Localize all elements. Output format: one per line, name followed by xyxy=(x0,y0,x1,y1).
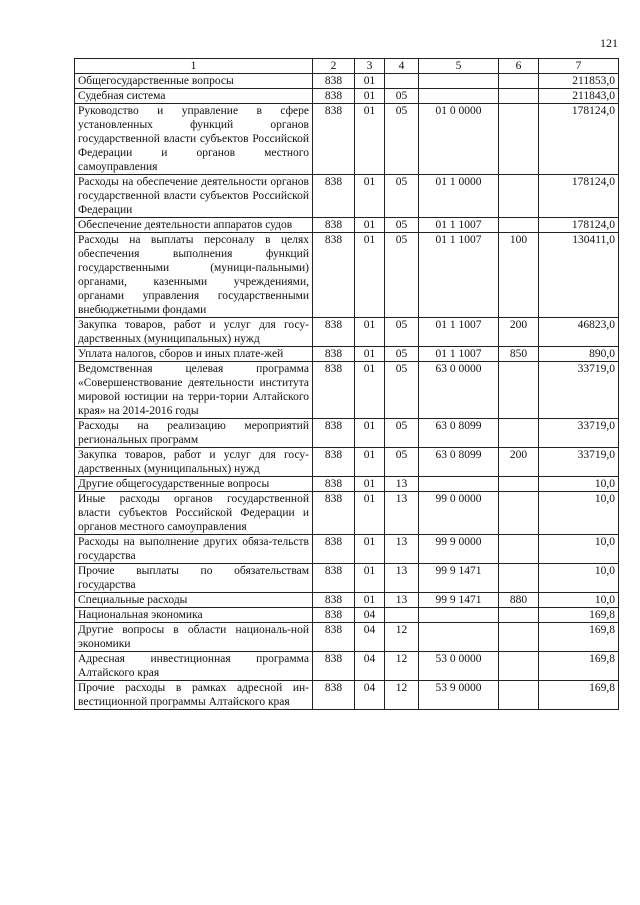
row-subsection-code: 12 xyxy=(385,681,419,710)
row-name: Адресная инвестиционная программа Алтайского края xyxy=(75,652,313,681)
table-row xyxy=(75,564,619,593)
table-row xyxy=(75,74,619,89)
row-expense-type: 880 xyxy=(499,593,539,608)
row-target-code: 99 9 1471 xyxy=(419,593,499,608)
row-subsection-code: 12 xyxy=(385,652,419,681)
row-target-code: 63 0 8099 xyxy=(419,419,499,448)
row-section-code: 01 xyxy=(355,89,385,104)
row-subsection-code: 05 xyxy=(385,218,419,233)
row-expense-type xyxy=(499,623,539,652)
row-amount: 211843,0 xyxy=(539,89,619,104)
table-row xyxy=(75,593,619,608)
row-name: Общегосударственные вопросы xyxy=(75,74,313,89)
row-ved-code: 838 xyxy=(313,175,355,218)
table-row xyxy=(75,233,619,318)
row-amount: 46823,0 xyxy=(539,318,619,347)
row-ved-code: 838 xyxy=(313,492,355,535)
row-name: Прочие выплаты по обязательствам государства xyxy=(75,564,313,593)
row-target-code xyxy=(419,89,499,104)
row-target-code: 01 1 0000 xyxy=(419,175,499,218)
row-target-code xyxy=(419,74,499,89)
table-header-row xyxy=(75,59,619,74)
column-header: 3 xyxy=(355,59,385,74)
row-subsection-code: 05 xyxy=(385,175,419,218)
row-ved-code: 838 xyxy=(313,652,355,681)
row-amount: 10,0 xyxy=(539,593,619,608)
row-name: Расходы на реализацию мероприятий региональных программ xyxy=(75,419,313,448)
row-name: Специальные расходы xyxy=(75,593,313,608)
row-section-code: 01 xyxy=(355,492,385,535)
row-ved-code: 838 xyxy=(313,89,355,104)
row-name: Другие общегосударственные вопросы xyxy=(75,477,313,492)
row-ved-code: 838 xyxy=(313,623,355,652)
row-section-code: 01 xyxy=(355,175,385,218)
row-ved-code: 838 xyxy=(313,347,355,362)
row-section-code: 04 xyxy=(355,608,385,623)
row-ved-code: 838 xyxy=(313,681,355,710)
column-header: 7 xyxy=(539,59,619,74)
row-expense-type: 850 xyxy=(499,347,539,362)
column-header: 5 xyxy=(419,59,499,74)
row-name: Ведомственная целевая программа «Совершенствование деятельности института мировой юстиции на терри-тории Алтайского края» на 2014-2016 годы xyxy=(75,362,313,419)
row-amount: 178124,0 xyxy=(539,104,619,175)
row-expense-type xyxy=(499,535,539,564)
row-amount: 169,8 xyxy=(539,681,619,710)
row-target-code: 63 0 8099 xyxy=(419,448,499,477)
row-ved-code: 838 xyxy=(313,74,355,89)
row-subsection-code: 05 xyxy=(385,318,419,347)
row-expense-type xyxy=(499,74,539,89)
table-row xyxy=(75,448,619,477)
row-ved-code: 838 xyxy=(313,564,355,593)
row-expense-type xyxy=(499,104,539,175)
row-section-code: 01 xyxy=(355,318,385,347)
row-subsection-code: 12 xyxy=(385,623,419,652)
row-name: Уплата налогов, сборов и иных плате-жей xyxy=(75,347,313,362)
row-subsection-code: 13 xyxy=(385,535,419,564)
row-amount: 890,0 xyxy=(539,347,619,362)
row-section-code: 01 xyxy=(355,593,385,608)
budget-table xyxy=(74,58,619,710)
row-name: Расходы на обеспечение деятельности органов государственной власти субъектов Российской Федерации xyxy=(75,175,313,218)
row-section-code: 01 xyxy=(355,564,385,593)
row-expense-type xyxy=(499,218,539,233)
row-expense-type xyxy=(499,477,539,492)
row-expense-type xyxy=(499,652,539,681)
row-name: Национальная экономика xyxy=(75,608,313,623)
row-name: Прочие расходы в рамках адресной ин-вестиционной программы Алтайского края xyxy=(75,681,313,710)
row-target-code: 53 9 0000 xyxy=(419,681,499,710)
row-expense-type xyxy=(499,175,539,218)
column-header: 1 xyxy=(75,59,313,74)
row-name: Расходы на выплаты персоналу в целях обеспечения выполнения функций государственными (муници-пальными) органами, казенными учреждениями, органами управления государственными внебюджетными фондами xyxy=(75,233,313,318)
row-section-code: 01 xyxy=(355,477,385,492)
row-amount: 211853,0 xyxy=(539,74,619,89)
column-header: 4 xyxy=(385,59,419,74)
row-target-code: 01 1 1007 xyxy=(419,347,499,362)
row-subsection-code: 13 xyxy=(385,492,419,535)
row-ved-code: 838 xyxy=(313,419,355,448)
table-row xyxy=(75,623,619,652)
row-expense-type xyxy=(499,564,539,593)
row-amount: 169,8 xyxy=(539,623,619,652)
row-section-code: 01 xyxy=(355,448,385,477)
table-row xyxy=(75,362,619,419)
row-expense-type: 200 xyxy=(499,318,539,347)
row-amount: 178124,0 xyxy=(539,175,619,218)
row-ved-code: 838 xyxy=(313,608,355,623)
row-name: Расходы на выполнение других обяза-тельств государства xyxy=(75,535,313,564)
row-section-code: 04 xyxy=(355,623,385,652)
row-target-code: 01 0 0000 xyxy=(419,104,499,175)
row-ved-code: 838 xyxy=(313,104,355,175)
table-row xyxy=(75,175,619,218)
row-expense-type xyxy=(499,419,539,448)
row-target-code: 99 0 0000 xyxy=(419,492,499,535)
page-number: 121 xyxy=(600,36,618,50)
table-row xyxy=(75,347,619,362)
row-subsection-code: 05 xyxy=(385,362,419,419)
row-name: Закупка товаров, работ и услуг для госу-дарственных (муниципальных) нужд xyxy=(75,448,313,477)
row-target-code: 63 0 0000 xyxy=(419,362,499,419)
row-target-code xyxy=(419,477,499,492)
row-target-code: 01 1 1007 xyxy=(419,318,499,347)
row-amount: 169,8 xyxy=(539,608,619,623)
row-amount: 10,0 xyxy=(539,564,619,593)
row-amount: 10,0 xyxy=(539,535,619,564)
row-section-code: 01 xyxy=(355,218,385,233)
row-expense-type xyxy=(499,681,539,710)
row-subsection-code: 05 xyxy=(385,347,419,362)
table-row xyxy=(75,218,619,233)
row-section-code: 01 xyxy=(355,347,385,362)
row-target-code: 53 0 0000 xyxy=(419,652,499,681)
row-section-code: 01 xyxy=(355,233,385,318)
row-expense-type xyxy=(499,492,539,535)
row-amount: 130411,0 xyxy=(539,233,619,318)
row-subsection-code xyxy=(385,608,419,623)
table-row xyxy=(75,104,619,175)
table-row xyxy=(75,535,619,564)
row-name: Руководство и управление в сфере установленных функций органов государственной власти субъектов Российской Федерации и органов местного самоуправления xyxy=(75,104,313,175)
row-ved-code: 838 xyxy=(313,535,355,564)
row-ved-code: 838 xyxy=(313,218,355,233)
table-row xyxy=(75,419,619,448)
table-row xyxy=(75,492,619,535)
row-section-code: 04 xyxy=(355,681,385,710)
table-row xyxy=(75,681,619,710)
row-expense-type xyxy=(499,608,539,623)
row-name: Обеспечение деятельности аппаратов судов xyxy=(75,218,313,233)
row-amount: 33719,0 xyxy=(539,448,619,477)
row-target-code xyxy=(419,623,499,652)
row-name: Судебная система xyxy=(75,89,313,104)
row-ved-code: 838 xyxy=(313,233,355,318)
column-header: 6 xyxy=(499,59,539,74)
row-section-code: 04 xyxy=(355,652,385,681)
row-subsection-code: 05 xyxy=(385,448,419,477)
table-row xyxy=(75,89,619,104)
row-subsection-code xyxy=(385,74,419,89)
row-name: Другие вопросы в области националь-ной экономики xyxy=(75,623,313,652)
row-section-code: 01 xyxy=(355,362,385,419)
row-subsection-code: 13 xyxy=(385,477,419,492)
row-subsection-code: 05 xyxy=(385,419,419,448)
row-amount: 33719,0 xyxy=(539,362,619,419)
row-ved-code: 838 xyxy=(313,318,355,347)
row-subsection-code: 05 xyxy=(385,104,419,175)
row-target-code: 99 9 0000 xyxy=(419,535,499,564)
table-row xyxy=(75,608,619,623)
row-amount: 178124,0 xyxy=(539,218,619,233)
row-subsection-code: 05 xyxy=(385,233,419,318)
row-name: Иные расходы органов государственной власти субъектов Российской Федерации и органов местного самоуправления xyxy=(75,492,313,535)
row-subsection-code: 13 xyxy=(385,564,419,593)
row-amount: 33719,0 xyxy=(539,419,619,448)
row-ved-code: 838 xyxy=(313,448,355,477)
row-ved-code: 838 xyxy=(313,477,355,492)
row-target-code: 01 1 1007 xyxy=(419,233,499,318)
table-body xyxy=(75,74,619,710)
row-expense-type: 100 xyxy=(499,233,539,318)
row-amount: 10,0 xyxy=(539,492,619,535)
row-ved-code: 838 xyxy=(313,593,355,608)
row-ved-code: 838 xyxy=(313,362,355,419)
table-row xyxy=(75,318,619,347)
row-section-code: 01 xyxy=(355,104,385,175)
row-section-code: 01 xyxy=(355,74,385,89)
table-row xyxy=(75,477,619,492)
row-target-code: 01 1 1007 xyxy=(419,218,499,233)
row-subsection-code: 05 xyxy=(385,89,419,104)
table-row xyxy=(75,652,619,681)
row-subsection-code: 13 xyxy=(385,593,419,608)
row-section-code: 01 xyxy=(355,535,385,564)
row-expense-type xyxy=(499,362,539,419)
row-section-code: 01 xyxy=(355,419,385,448)
row-target-code: 99 9 1471 xyxy=(419,564,499,593)
row-target-code xyxy=(419,608,499,623)
row-expense-type xyxy=(499,89,539,104)
row-name: Закупка товаров, работ и услуг для госу-дарственных (муниципальных) нужд xyxy=(75,318,313,347)
row-amount: 10,0 xyxy=(539,477,619,492)
column-header: 2 xyxy=(313,59,355,74)
row-expense-type: 200 xyxy=(499,448,539,477)
row-amount: 169,8 xyxy=(539,652,619,681)
